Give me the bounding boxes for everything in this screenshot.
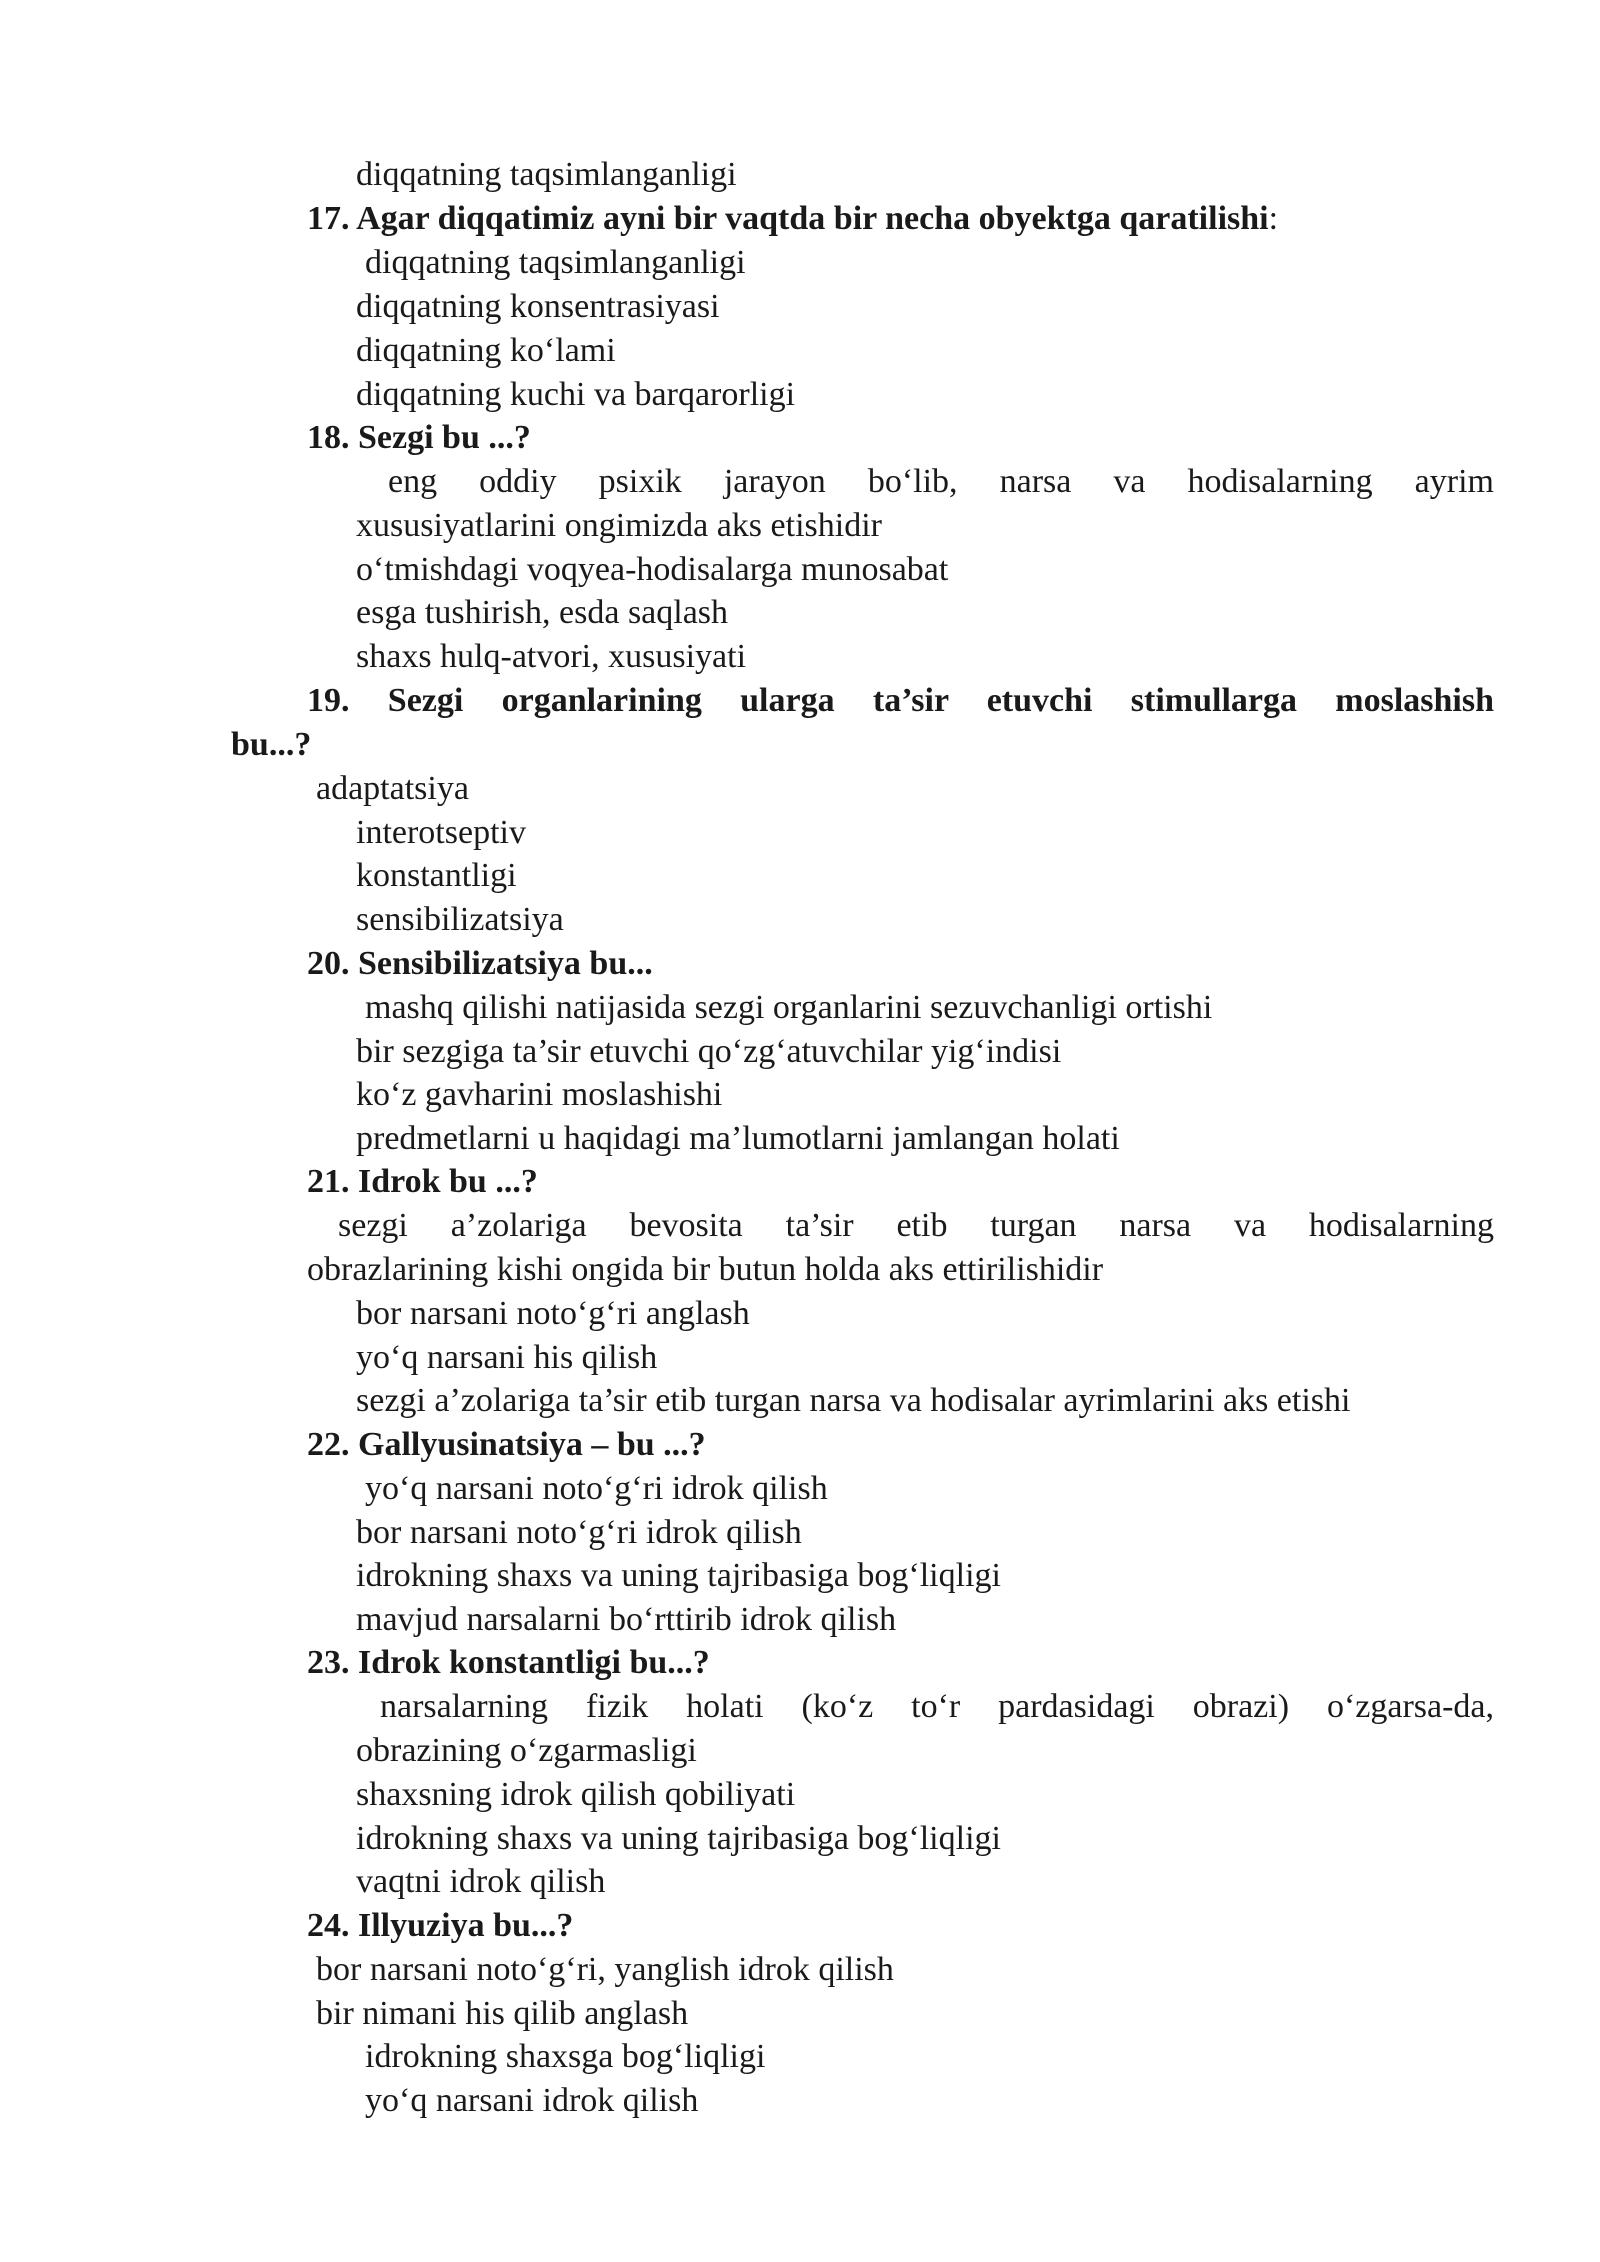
option-text: diqqatning kuchi va barqarorligi — [356, 376, 796, 413]
question-heading: 24. Illyuziya bu...? — [307, 1907, 574, 1944]
option-text: sezgi a’zolariga bevosita ta’sir etib turgan narsa va hodisalarning — [338, 1207, 1494, 1244]
option-text: yo‘q narsani idrok qilish — [365, 2082, 699, 2119]
option-text: ko‘z gavharini moslashishi — [356, 1076, 723, 1113]
question-heading: 22. Gallyusinatsiya – bu ...? — [307, 1426, 706, 1463]
option-text: bir nimani his qilib anglash — [316, 1995, 689, 2032]
option-text: obrazlarining kishi ongida bir butun holda aks ettirilishidir — [307, 1251, 1104, 1288]
option-text: o‘tmishdagi voqyea-hodisalarga munosabat — [356, 551, 949, 588]
option-text: bir sezgiga ta’sir etuvchi qo‘zg‘atuvchilar yig‘indisi — [356, 1033, 1062, 1070]
option-text: bor narsani noto‘g‘ri idrok qilish — [356, 1514, 802, 1551]
option-text: predmetlarni u haqidagi ma’lumotlarni jamlangan holati — [356, 1120, 1120, 1157]
option-text: yo‘q narsani noto‘g‘ri idrok qilish — [365, 1470, 828, 1507]
option-text: shaxsning idrok qilish qobiliyati — [356, 1776, 796, 1813]
option-text: vaqtni idrok qilish — [356, 1863, 606, 1900]
question-text: 17. Agar diqqatimiz ayni bir vaqtda bir necha obyektga qaratilishi — [307, 200, 1269, 237]
option-text: yo‘q narsani his qilish — [356, 1339, 658, 1376]
option-text: mavjud narsalarni bo‘rttirib idrok qilish — [356, 1601, 897, 1638]
option-text: diqqatning taqsimlanganligi — [356, 156, 737, 193]
option-text: bor narsani noto‘g‘ri anglash — [356, 1295, 750, 1332]
question-heading: 18. Sezgi bu ...? — [307, 419, 531, 456]
question-heading: 21. Idrok bu ...? — [307, 1163, 538, 1200]
option-text: obrazining o‘zgarmasligi — [356, 1732, 697, 1769]
option-text: diqqatning taqsimlanganligi — [365, 244, 746, 281]
option-text: sensibilizatsiya — [356, 901, 564, 938]
option-text: shaxs hulq-atvori, xususiyati — [356, 638, 747, 675]
option-text: idrokning shaxs va uning tajribasiga bog‘liqligi — [356, 1557, 1001, 1594]
option-text: sezgi a’zolariga ta’sir etib turgan narsa va hodisalar ayrimlarini aks etishi — [356, 1382, 1351, 1419]
question-heading-continued: bu...? — [231, 726, 312, 763]
option-text: xususiyatlarini ongimizda aks etishidir — [356, 507, 882, 544]
option-text: mashq qilishi natijasida sezgi organlarini sezuvchanligi ortishi — [365, 989, 1213, 1026]
option-text: idrokning shaxs va uning tajribasiga bog‘liqligi — [356, 1820, 1001, 1857]
option-text: konstantligi — [356, 857, 517, 894]
option-text: esga tushirish, esda saqlash — [356, 594, 729, 631]
option-text: idrokning shaxsga bog‘liqligi — [365, 2038, 766, 2075]
question-heading: 19. Sezgi organlarining ularga ta’sir etuvchi stimullarga moslashish — [307, 682, 1494, 719]
question-heading — [307, 197, 1278, 240]
option-text: eng oddiy psixik jarayon bo‘lib, narsa va hodisalarning ayrim — [388, 463, 1494, 500]
option-text: diqqatning konsentrasiyasi — [356, 288, 720, 325]
option-text: bor narsani noto‘g‘ri, yanglish idrok qilish — [316, 1951, 894, 1988]
question-heading: 23. Idrok konstantligi bu...? — [307, 1644, 710, 1681]
option-text: narsalarning fizik holati (ko‘z to‘r pardasidagi obrazi) o‘zgarsa-da, — [380, 1688, 1494, 1725]
question-colon: : — [1268, 200, 1279, 237]
option-text: adaptatsiya — [316, 770, 469, 807]
option-text: interotseptiv — [356, 814, 526, 851]
question-heading: 20. Sensibilizatsiya bu... — [307, 945, 653, 982]
option-text: diqqatning ko‘lami — [356, 332, 616, 369]
